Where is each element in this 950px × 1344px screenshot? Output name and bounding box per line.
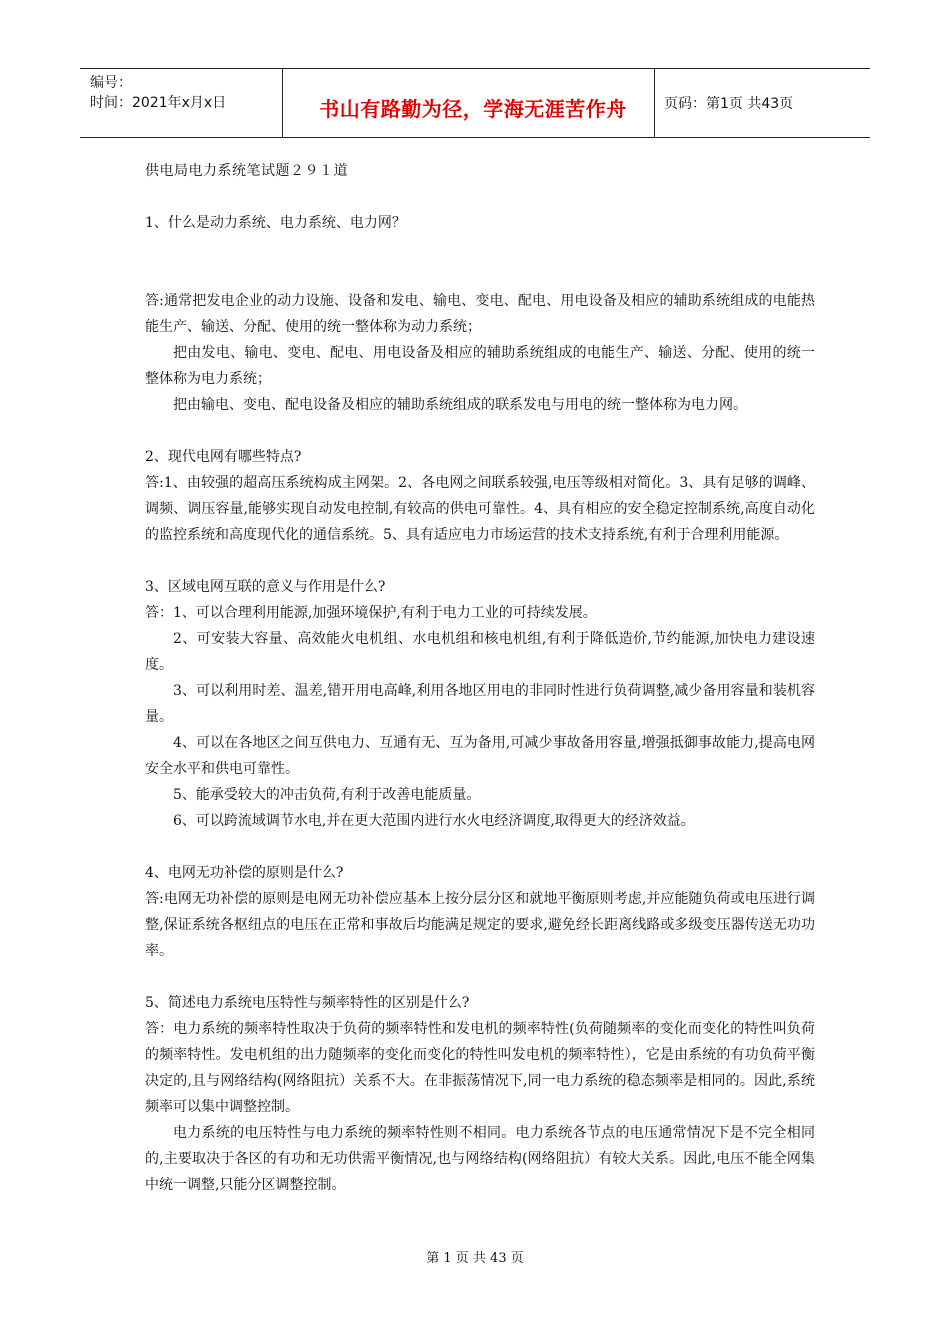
answer-1-paragraph: 把由输电、变电、配电设备及相应的辅助系统组成的联系发电与用电的统一整体称为电力网。 [173, 397, 747, 413]
answer-3-paragraph: 答：1、可以合理利用能源,加强环境保护,有利于电力工业的可持续发展。 [145, 605, 597, 621]
answer-1-paragraph: 答:通常把发电企业的动力设施、设备和发电、输电、变电、配电、用电设备及相应的辅助系统组成的电能热能生产、输送、分配、使用的统一整体称为动力系统； [145, 293, 815, 335]
spacer [145, 418, 815, 444]
time-label: 时间：2021年x月x日 [90, 95, 227, 111]
header-divider [282, 69, 283, 137]
answer-3-paragraph: 2、可安装大容量、高效能火电机组、水电机组和核电机组,有利于降低造价,节约能源,加快电力建设速度。 [145, 631, 815, 673]
answer-2-paragraph: 答:1、由较强的超高压系统构成主网架。2、各电网之间联系较强,电压等级相对简化。3、具有足够的调峰、调频、调压容量,能够实现自动发电控制,有较高的供电可靠性。4、具有相应的安全稳定控制系统,高度自动化的监控系统和高度现代化的通信系统。5、具有适应电力市场运营的技术支持系统,有利于合理利用能源。 [145, 475, 815, 543]
header-table [80, 68, 870, 138]
question-4: 4、电网无功补偿的原则是什么? [145, 865, 344, 881]
header-meta [90, 73, 226, 113]
answer-3-paragraph: 6、可以跨流域调节水电,并在更大范围内进行水火电经济调度,取得更大的经济效益。 [173, 813, 695, 829]
answer-1-paragraph: 把由发电、输电、变电、配电、用电设备及相应的辅助系统组成的电能生产、输送、分配、使用的统一整体称为电力系统； [145, 345, 815, 387]
question-3: 3、区域电网互联的意义与作用是什么? [145, 579, 386, 595]
header-divider [654, 69, 655, 137]
answer-5-paragraph: 电力系统的电压特性与电力系统的频率特性则不相同。电力系统各节点的电压通常情况下是不完全相同的,主要取决于各区的有功和无功供需平衡情况,也与网络结构(网络阻抗）有较大关系。因此,电压不能全网集中统一调整,只能分区调整控制。 [145, 1125, 815, 1193]
answer-3-paragraph: 4、可以在各地区之间互供电力、互通有无、互为备用,可减少事故备用容量,增强抵御事故能力,提高电网安全水平和供电可靠性。 [145, 735, 815, 777]
spacer [145, 834, 815, 860]
question-2: 2、现代电网有哪些特点? [145, 449, 302, 465]
answer-3-paragraph: 3、可以利用时差、温差,错开用电高峰,利用各地区用电的非同时性进行负荷调整,减少备用容量和装机容量。 [145, 683, 815, 725]
answer-5-paragraph: 答：电力系统的频率特性取决于负荷的频率特性和发电机的频率特性(负荷随频率的变化而变化的特性叫负荷的频率特性。发电机组的出力随频率的变化而变化的特性叫发电机的频率特性），它是由系统的有功负荷平衡决定的,且与网络结构(网络阻抗）关系不大。在非振荡情况下,同一电力系统的稳态频率是相同的。因此,系统频率可以集中调整控制。 [145, 1021, 815, 1115]
header-motto: 书山有路勤为径，学海无涯苦作舟 [319, 97, 627, 121]
page-footer: 第 1 页 共 43 页 [426, 1251, 524, 1266]
answer-3-paragraph: 5、能承受较大的冲击负荷,有利于改善电能质量。 [173, 787, 481, 803]
header-page-info: 页码：第1页 共43页 [664, 96, 794, 112]
question-5: 5、简述电力系统电压特性与频率特性的区别是什么? [145, 995, 470, 1011]
question-1: 1、什么是动力系统、电力系统、电力网？ [145, 215, 406, 231]
spacer [145, 964, 815, 990]
spacer [145, 236, 815, 288]
document-body [145, 158, 815, 1198]
number-label: 编号： [90, 75, 132, 91]
document-title: 供电局电力系统笔试题２９１道 [145, 163, 348, 179]
spacer [145, 548, 815, 574]
answer-4-paragraph: 答:电网无功补偿的原则是电网无功补偿应基本上按分层分区和就地平衡原则考虑,并应能随负荷或电压进行调整,保证系统各枢纽点的电压在正常和事故后均能满足规定的要求,避免经长距离线路或多级变压器传送无功功率。 [145, 891, 815, 959]
